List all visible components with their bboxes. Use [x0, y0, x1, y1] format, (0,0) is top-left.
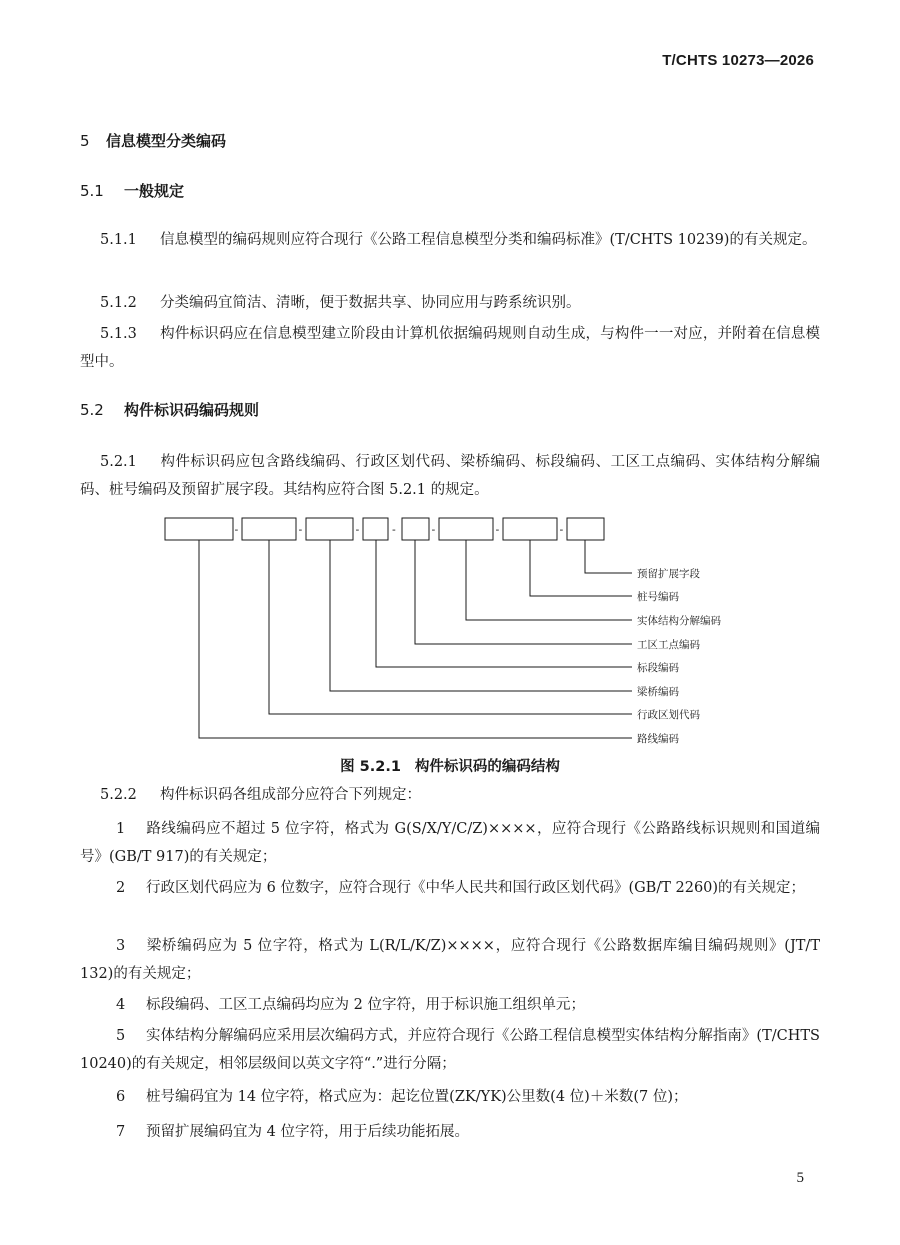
- section-number: 5.1: [80, 182, 104, 200]
- leader-admin-code: [269, 540, 632, 714]
- item-text: 行政区划代码应为 6 位数字，应符合现行《中华人民共和国行政区划代码》(GB/T 2260)的有关规定；: [146, 880, 806, 896]
- clause-text: 构件标识码应包含路线编码、行政区划代码、梁桥编码、标段编码、工区工点编码、实体结构分解编码、桩号编码及预留扩展字段。其结构应符合图 5.2.1 的规定。: [80, 454, 820, 498]
- list-item: [80, 991, 820, 1019]
- item-text: 标段编码、工区工点编码均应为 2 位字符，用于标识施工组织单元；: [146, 997, 585, 1013]
- section-title: 构件标识码编码规则: [124, 401, 260, 419]
- clause-5-1-2: [80, 289, 820, 317]
- box-worksite-code: [402, 518, 429, 540]
- separator-7: -: [559, 524, 564, 536]
- leader-section-code: [376, 540, 632, 667]
- list-item: [80, 1118, 820, 1146]
- label-route-code: 路线编码: [637, 733, 679, 745]
- clause-number: 5.2.2: [100, 787, 137, 803]
- label-admin-code: 行政区划代码: [637, 709, 700, 721]
- section-5-1-heading: [80, 180, 184, 201]
- list-item: [80, 1022, 820, 1078]
- clause-number: 5.1.3: [100, 326, 137, 342]
- leader-reserve-field: [585, 540, 632, 573]
- label-section-code: 标段编码: [637, 662, 679, 674]
- item-text: 预留扩展编码宜为 4 位字符，用于后续功能拓展。: [146, 1124, 469, 1140]
- box-admin-code: [242, 518, 296, 540]
- item-number: 1: [116, 821, 126, 837]
- section-5-heading: [80, 130, 226, 151]
- clause-text: 构件标识码各组成部分应符合下列规定：: [160, 787, 421, 803]
- clause-number: 5.2.1: [100, 454, 137, 470]
- list-item: [80, 932, 820, 988]
- item-number: 3: [116, 938, 126, 954]
- leader-station-code: [530, 540, 632, 596]
- label-structure-code: 实体结构分解编码: [637, 615, 721, 627]
- code-structure-diagram: [150, 512, 770, 752]
- figure-caption: [0, 755, 900, 776]
- item-text: 桩号编码宜为 14 位字符，格式应为：起讫位置(ZK/YK)公里数(4 位)＋米数(7 位)；: [146, 1089, 688, 1105]
- standard-number: T/CHTS 10273—2026: [662, 52, 814, 69]
- clause-5-1-3: [80, 320, 820, 376]
- item-text: 梁桥编码应为 5 位字符，格式为 L(R/L/K/Z)××××，应符合现行《公路数据库编目编码规则》(JT/T 132)的有关规定；: [80, 938, 820, 982]
- figure-title: 构件标识码的编码结构: [414, 759, 560, 775]
- item-number: 4: [116, 997, 126, 1013]
- section-5-2-heading: [80, 399, 259, 420]
- box-section-code: [363, 518, 388, 540]
- item-number: 5: [116, 1028, 126, 1044]
- separator-4: -: [392, 524, 396, 536]
- leader-worksite-code: [415, 540, 632, 644]
- leader-structure-code: [466, 540, 632, 620]
- item-text: 实体结构分解编码应采用层次编码方式，并应符合现行《公路工程信息模型实体结构分解指南》(T/CHTS 10240)的有关规定，相邻层级间以英文字符“.”进行分隔；: [80, 1028, 820, 1072]
- leader-bridge-code: [330, 540, 632, 691]
- clause-5-2-2: [80, 781, 820, 809]
- box-station-code: [503, 518, 557, 540]
- section-number: 5: [80, 132, 90, 150]
- item-number: 2: [116, 880, 126, 896]
- separator-6: -: [495, 524, 500, 536]
- separator-5: -: [431, 524, 436, 536]
- clause-number: 5.1.2: [100, 295, 137, 311]
- separator-3: -: [355, 524, 360, 536]
- page-number: 5: [796, 1170, 804, 1186]
- label-worksite-code: 工区工点编码: [637, 639, 700, 651]
- box-bridge-code: [306, 518, 353, 540]
- section-title: 信息模型分类编码: [106, 132, 227, 150]
- list-item: [80, 815, 820, 871]
- label-station-code: 桩号编码: [637, 591, 679, 603]
- label-bridge-code: 梁桥编码: [637, 686, 679, 698]
- list-item: [80, 1083, 820, 1111]
- section-number: 5.2: [80, 401, 104, 419]
- item-number: 7: [116, 1124, 126, 1140]
- clause-5-1-1: [80, 226, 820, 254]
- separator-1: -: [234, 524, 239, 536]
- box-route-code: [165, 518, 233, 540]
- section-title: 一般规定: [124, 182, 185, 200]
- box-structure-code: [439, 518, 493, 540]
- item-number: 6: [116, 1089, 126, 1105]
- diagram-svg: [150, 512, 770, 752]
- separator-2: -: [298, 524, 303, 536]
- figure-number: 图 5.2.1: [340, 759, 401, 775]
- list-item: [80, 874, 820, 902]
- clause-text: 分类编码宜简洁、清晰，便于数据共享、协同应用与跨系统识别。: [160, 295, 581, 311]
- clause-text: 信息模型的编码规则应符合现行《公路工程信息模型分类和编码标准》(T/CHTS 10239)的有关规定。: [160, 232, 817, 248]
- clause-text: 构件标识码应在信息模型建立阶段由计算机依据编码规则自动生成，与构件一一对应，并附着在信息模型中。: [80, 326, 820, 370]
- clause-5-2-1: [80, 448, 820, 504]
- box-reserve-field: [567, 518, 604, 540]
- item-text: 路线编码应不超过 5 位字符，格式为 G(S/X/Y/C/Z)××××，应符合现行《公路路线标识规则和国道编号》(GB/T 917)的有关规定；: [80, 821, 820, 865]
- label-reserve-field: 预留扩展字段: [637, 568, 700, 580]
- clause-number: 5.1.1: [100, 232, 137, 248]
